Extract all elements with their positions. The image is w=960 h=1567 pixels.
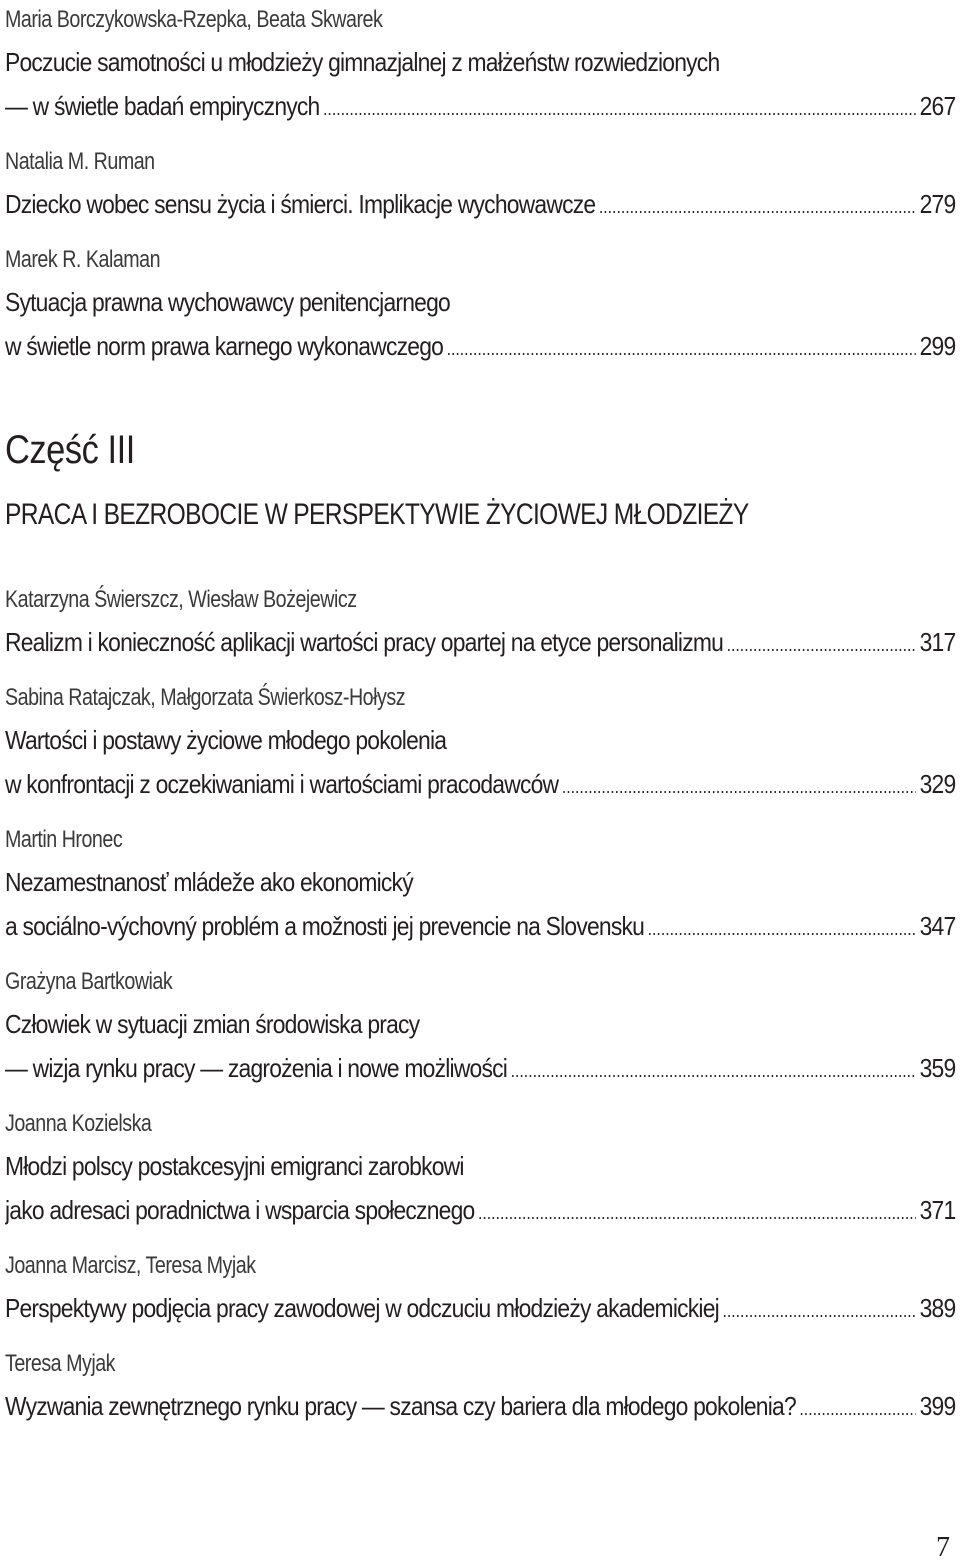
entry-page-number: 279 bbox=[919, 189, 956, 219]
entry-page-number: 299 bbox=[919, 331, 956, 361]
entry-title-text: Dziecko wobec sensu życia i śmierci. Implikacje wychowawcze bbox=[5, 189, 596, 219]
entry-page-number: 389 bbox=[919, 1293, 956, 1323]
entry-author: Natalia M. Ruman bbox=[5, 148, 155, 175]
entry-author: Maria Borczykowska-Rzepka, Beata Skwarek bbox=[5, 6, 383, 33]
dot-leader bbox=[727, 623, 916, 664]
entry-page-number: 371 bbox=[919, 1195, 956, 1225]
entry-title-text: Realizm i konieczność aplikacji wartości pracy opartej na etyce personalizmu bbox=[5, 627, 724, 657]
toc-entry bbox=[5, 678, 955, 806]
entry-title-line: Nezamestnanosť mládeže ako ekonomický bbox=[5, 867, 413, 897]
entry-title-line: Młodzi polscy postakcesyjni emigranci zarobkowi bbox=[5, 1151, 464, 1181]
toc-entry bbox=[5, 142, 955, 226]
entry-title-text: — wizja rynku pracy — zagrożenia i nowe możliwości bbox=[5, 1053, 508, 1083]
dot-leader bbox=[323, 87, 916, 128]
entry-title-last-line bbox=[5, 1046, 955, 1090]
toc-entry bbox=[5, 1104, 955, 1232]
dot-leader bbox=[562, 765, 916, 806]
entry-page-number: 329 bbox=[919, 769, 956, 799]
entry-title-last-line bbox=[5, 84, 955, 128]
dot-leader bbox=[478, 1191, 916, 1232]
entry-author: Katarzyna Świerszcz, Wiesław Bożejewicz bbox=[5, 586, 357, 613]
toc-entry bbox=[5, 1246, 955, 1330]
entry-author: Joanna Marcisz, Teresa Myjak bbox=[5, 1252, 256, 1279]
toc-section-before bbox=[5, 0, 955, 368]
entry-author: Grażyna Bartkowiak bbox=[5, 968, 173, 995]
dot-leader bbox=[799, 1387, 916, 1428]
entry-page-number: 317 bbox=[919, 627, 956, 657]
part-subtitle: PRACA I BEZROBOCIE W PERSPEKTYWIE ŻYCIOWEJ MŁODZIEŻY bbox=[5, 498, 749, 531]
entry-title-text: w świetle norm prawa karnego wykonawczego bbox=[5, 331, 444, 361]
entry-author: Sabina Ratajczak, Małgorzata Świerkosz-Hołysz bbox=[5, 684, 406, 711]
entry-page-number: 399 bbox=[919, 1391, 956, 1421]
entry-page-number: 267 bbox=[919, 91, 956, 121]
toc-section-after bbox=[5, 580, 955, 1428]
entry-title-last-line bbox=[5, 182, 955, 226]
entry-title-line: Człowiek w sytuacji zmian środowiska pracy bbox=[5, 1009, 420, 1039]
entry-title-last-line bbox=[5, 620, 955, 664]
entry-author: Joanna Kozielska bbox=[5, 1110, 152, 1137]
entry-title-last-line bbox=[5, 762, 955, 806]
entry-author: Marek R. Kalaman bbox=[5, 246, 161, 273]
entry-title-last-line bbox=[5, 904, 955, 948]
entry-author: Teresa Myjak bbox=[5, 1350, 116, 1377]
part-title: Część III bbox=[5, 428, 135, 472]
entry-author: Martin Hronec bbox=[5, 826, 123, 853]
dot-leader bbox=[447, 327, 916, 368]
entry-title-text: jako adresaci poradnictwa i wsparcia społecznego bbox=[5, 1195, 475, 1225]
entry-title-text: Perspektywy podjęcia pracy zawodowej w odczuciu młodzieży akademickiej bbox=[5, 1293, 719, 1323]
entry-title-last-line bbox=[5, 1188, 955, 1232]
entry-title-text: Wyzwania zewnętrznego rynku pracy — szansa czy bariera dla młodego pokolenia? bbox=[5, 1391, 796, 1421]
entry-title-last-line bbox=[5, 1384, 955, 1428]
dot-leader bbox=[511, 1049, 916, 1090]
entry-page-number: 347 bbox=[919, 911, 956, 941]
dot-leader bbox=[599, 185, 916, 226]
dot-leader bbox=[722, 1289, 916, 1330]
toc-entry bbox=[5, 580, 955, 664]
table-of-contents bbox=[5, 0, 955, 1442]
entry-title-text: a sociálno-výchovný problém a možnosti jej prevencie na Slovensku bbox=[5, 911, 645, 941]
entry-title-last-line bbox=[5, 1286, 955, 1330]
entry-title-line: Sytuacja prawna wychowawcy penitencjarnego bbox=[5, 287, 450, 317]
toc-entry bbox=[5, 1344, 955, 1428]
dot-leader bbox=[648, 907, 916, 948]
entry-page-number: 359 bbox=[919, 1053, 956, 1083]
toc-entry bbox=[5, 240, 955, 368]
toc-entry bbox=[5, 962, 955, 1090]
toc-entry bbox=[5, 0, 955, 128]
entry-title-last-line bbox=[5, 324, 955, 368]
entry-title-line: Wartości i postawy życiowe młodego pokolenia bbox=[5, 725, 447, 755]
page-number: 7 bbox=[936, 1532, 950, 1563]
entry-title-text: w konfrontacji z oczekiwaniami i wartościami pracodawców bbox=[5, 769, 559, 799]
entry-title-text: — w świetle badań empirycznych bbox=[5, 91, 320, 121]
entry-title-line: Poczucie samotności u młodzieży gimnazjalnej z małżeństw rozwiedzionych bbox=[5, 47, 720, 77]
toc-entry bbox=[5, 820, 955, 948]
